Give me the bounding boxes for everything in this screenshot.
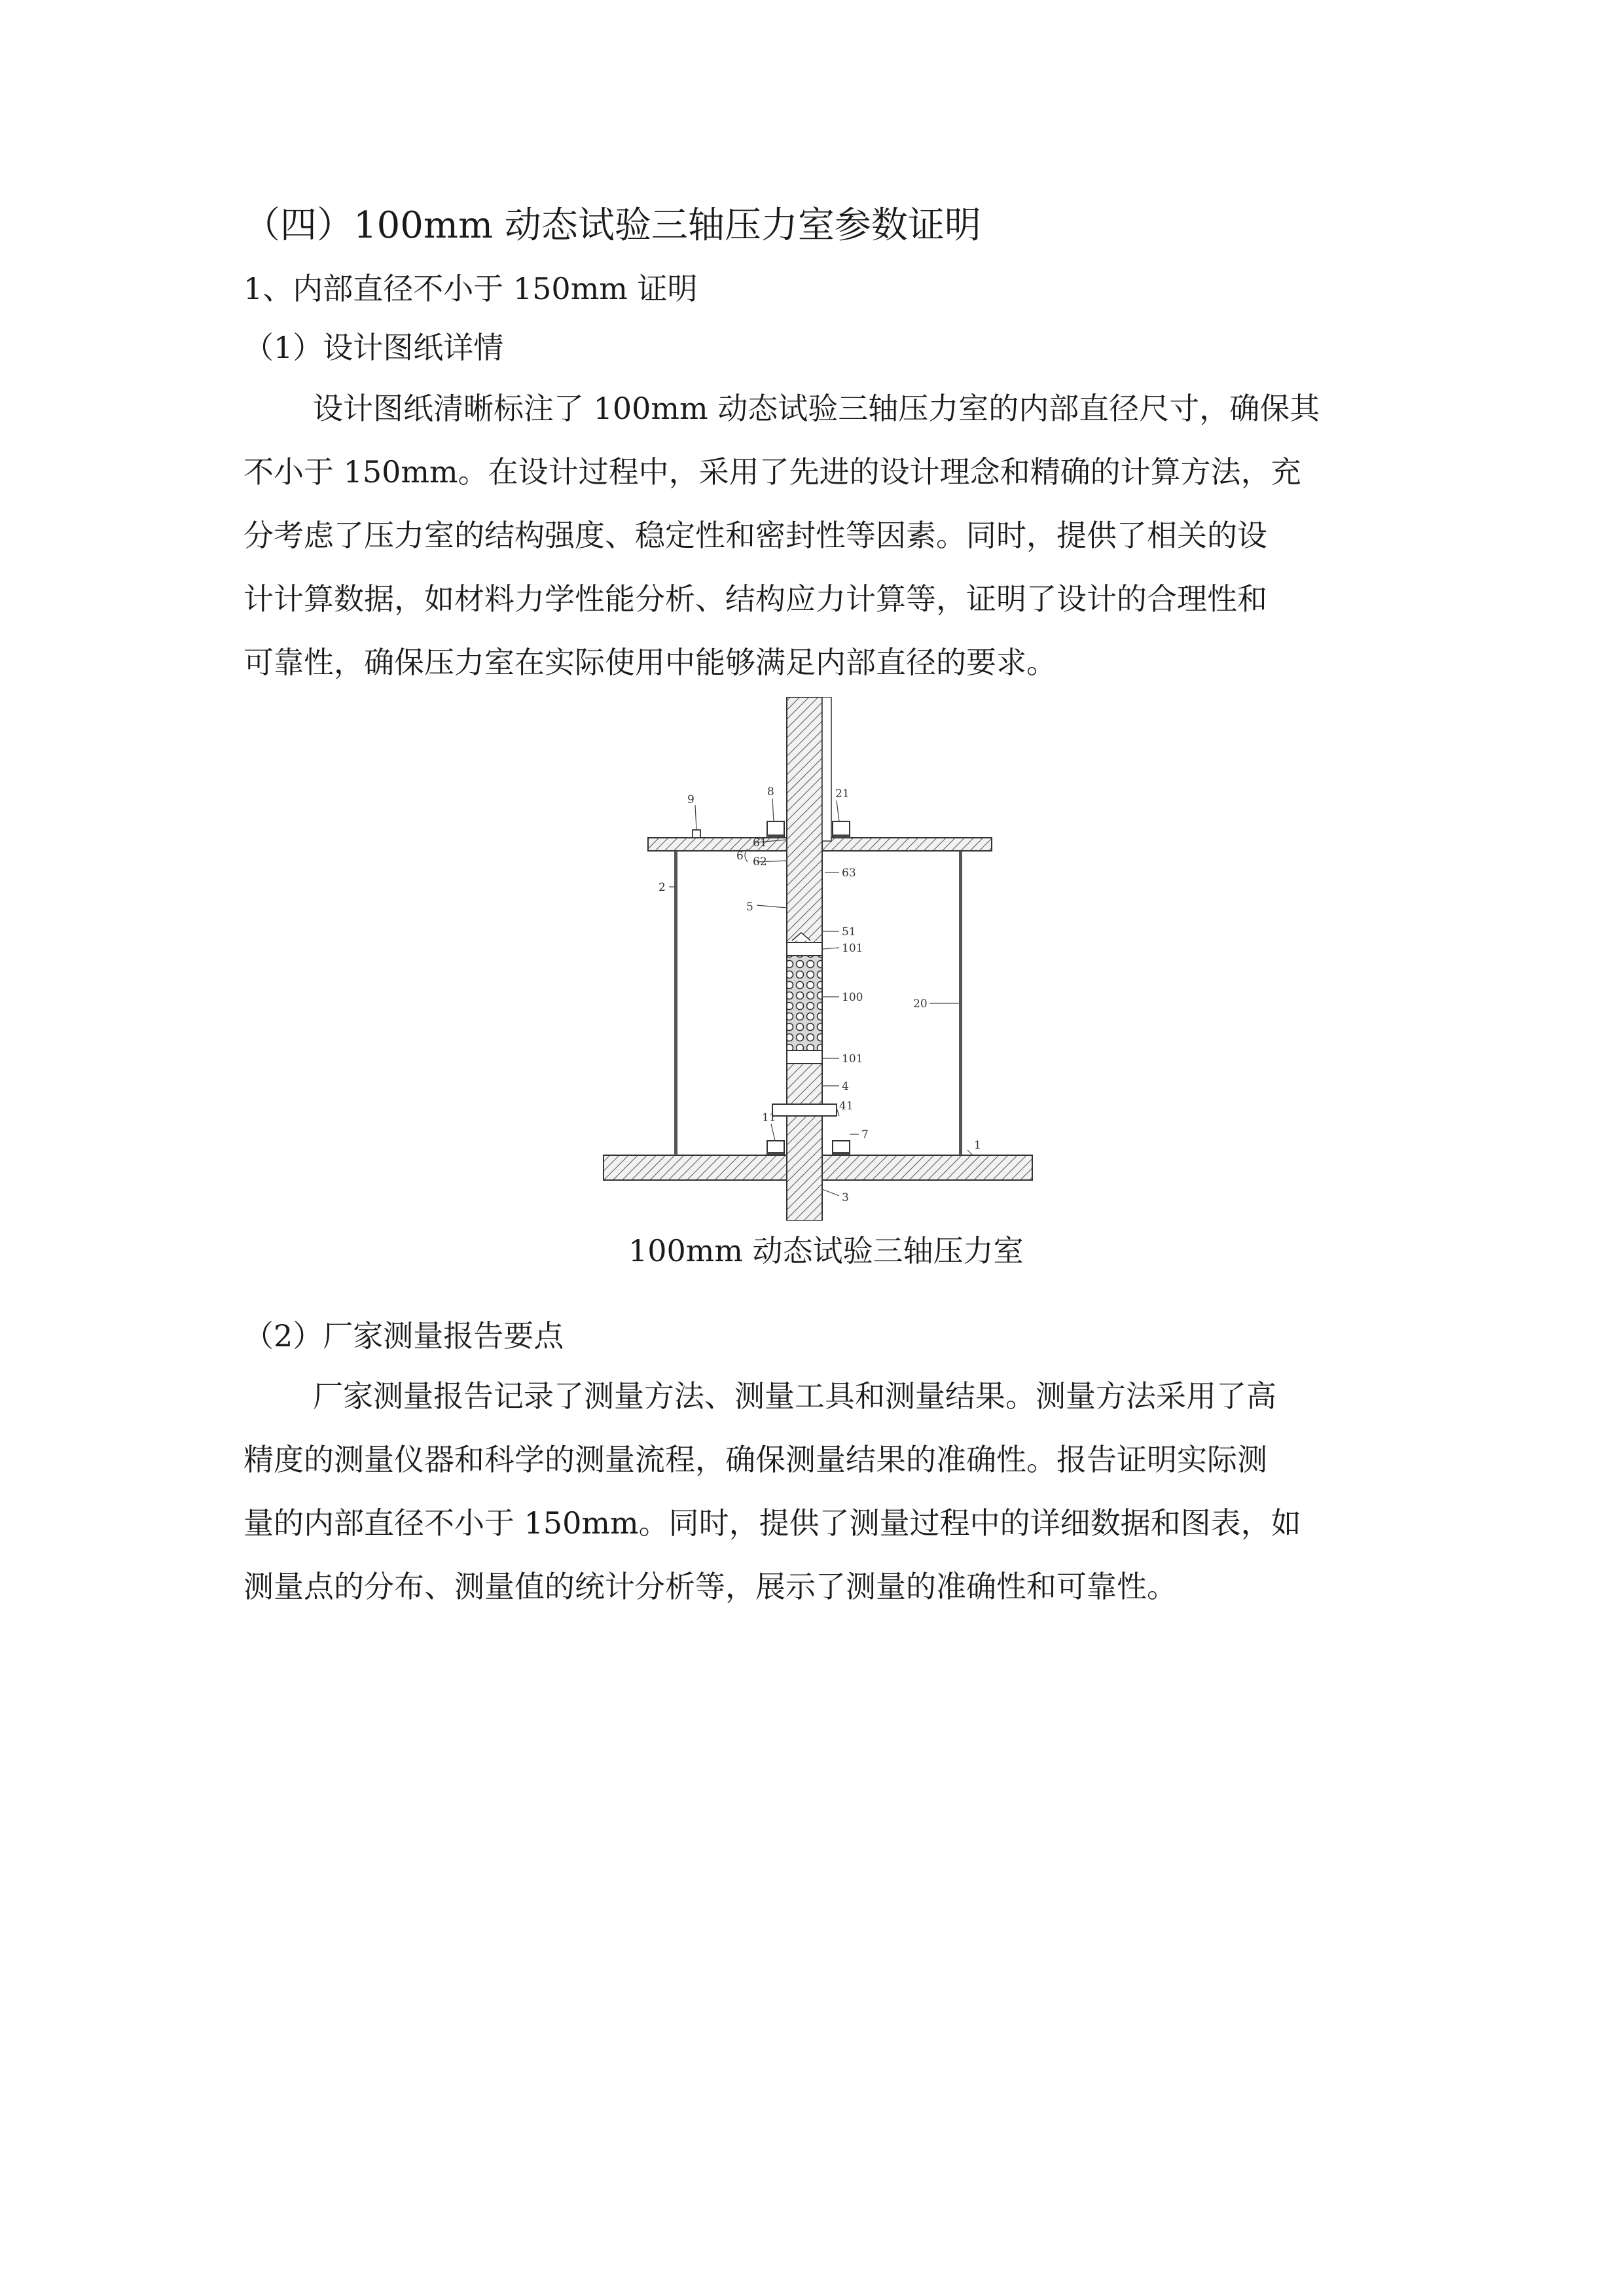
valve-9 xyxy=(693,830,700,838)
label-5: 5 xyxy=(746,901,753,914)
label-101-bottom: 101 xyxy=(842,1052,863,1066)
paragraph-line: 可靠性，确保压力室在实际使用中能够满足内部直径的要求。 xyxy=(244,645,1056,680)
label-20: 20 xyxy=(913,997,928,1011)
piston-rod xyxy=(787,697,822,942)
left-wall xyxy=(674,851,677,1155)
right-wall xyxy=(959,851,962,1155)
part-2-heading: （2）厂家测量报告要点 xyxy=(244,1318,564,1354)
figure-caption: 100mm 动态试验三轴压力室 xyxy=(628,1233,1024,1268)
label-1: 1 xyxy=(974,1139,981,1152)
paragraph-line: 设计图纸清晰标注了 100mm 动态试验三轴压力室的内部直径尺寸，确保其 xyxy=(313,391,1320,426)
label-61: 61 xyxy=(753,836,767,850)
paragraph-line: 厂家测量报告记录了测量方法、测量工具和测量结果。测量方法采用了高 xyxy=(313,1378,1276,1414)
base-block xyxy=(772,1104,837,1116)
top-cap xyxy=(787,942,822,956)
specimen xyxy=(787,956,822,1050)
base-column xyxy=(787,1116,822,1221)
subsection-heading: 1、内部直径不小于 150mm 证明 xyxy=(244,271,698,306)
label-101-top: 101 xyxy=(842,942,863,955)
paragraph-line: 分考虑了压力室的结构强度、稳定性和密封性等因素。同时，提供了相关的设 xyxy=(244,518,1267,553)
paragraph-line: 量的内部直径不小于 150mm。同时，提供了测量过程中的详细数据和图表，如 xyxy=(244,1505,1301,1541)
label-7: 7 xyxy=(861,1128,869,1141)
label-4: 4 xyxy=(842,1080,849,1093)
label-11: 11 xyxy=(762,1111,776,1124)
label-3: 3 xyxy=(842,1191,849,1204)
label-21: 21 xyxy=(835,787,850,800)
section-title: （四）100mm 动态试验三轴压力室参数证明 xyxy=(244,204,981,247)
paragraph-line: 测量点的分布、测量值的统计分析等，展示了测量的准确性和可靠性。 xyxy=(244,1569,1177,1604)
label-2: 2 xyxy=(659,881,666,894)
lower-pedestal xyxy=(787,1064,822,1104)
paragraph-line: 不小于 150mm。在设计过程中，采用了先进的设计理念和精确的计算方法，充 xyxy=(244,454,1301,490)
paragraph-line: 计计算数据，如材料力学性能分析、结构应力计算等，证明了设计的合理性和 xyxy=(244,581,1267,617)
paragraph-line: 精度的测量仪器和科学的测量流程，确保测量结果的准确性。报告证明实际测 xyxy=(244,1442,1267,1477)
bottom-cap xyxy=(787,1050,822,1064)
label-62: 62 xyxy=(753,855,767,869)
label-41: 41 xyxy=(839,1100,854,1113)
part-1-heading: （1）设计图纸详情 xyxy=(244,330,504,365)
label-51: 51 xyxy=(842,925,856,939)
label-63: 63 xyxy=(842,867,856,880)
triaxial-chamber-diagram xyxy=(596,697,1041,1221)
label-6: 6 xyxy=(736,850,744,863)
label-9: 9 xyxy=(687,793,695,806)
label-100: 100 xyxy=(842,991,863,1004)
label-8: 8 xyxy=(767,785,774,798)
